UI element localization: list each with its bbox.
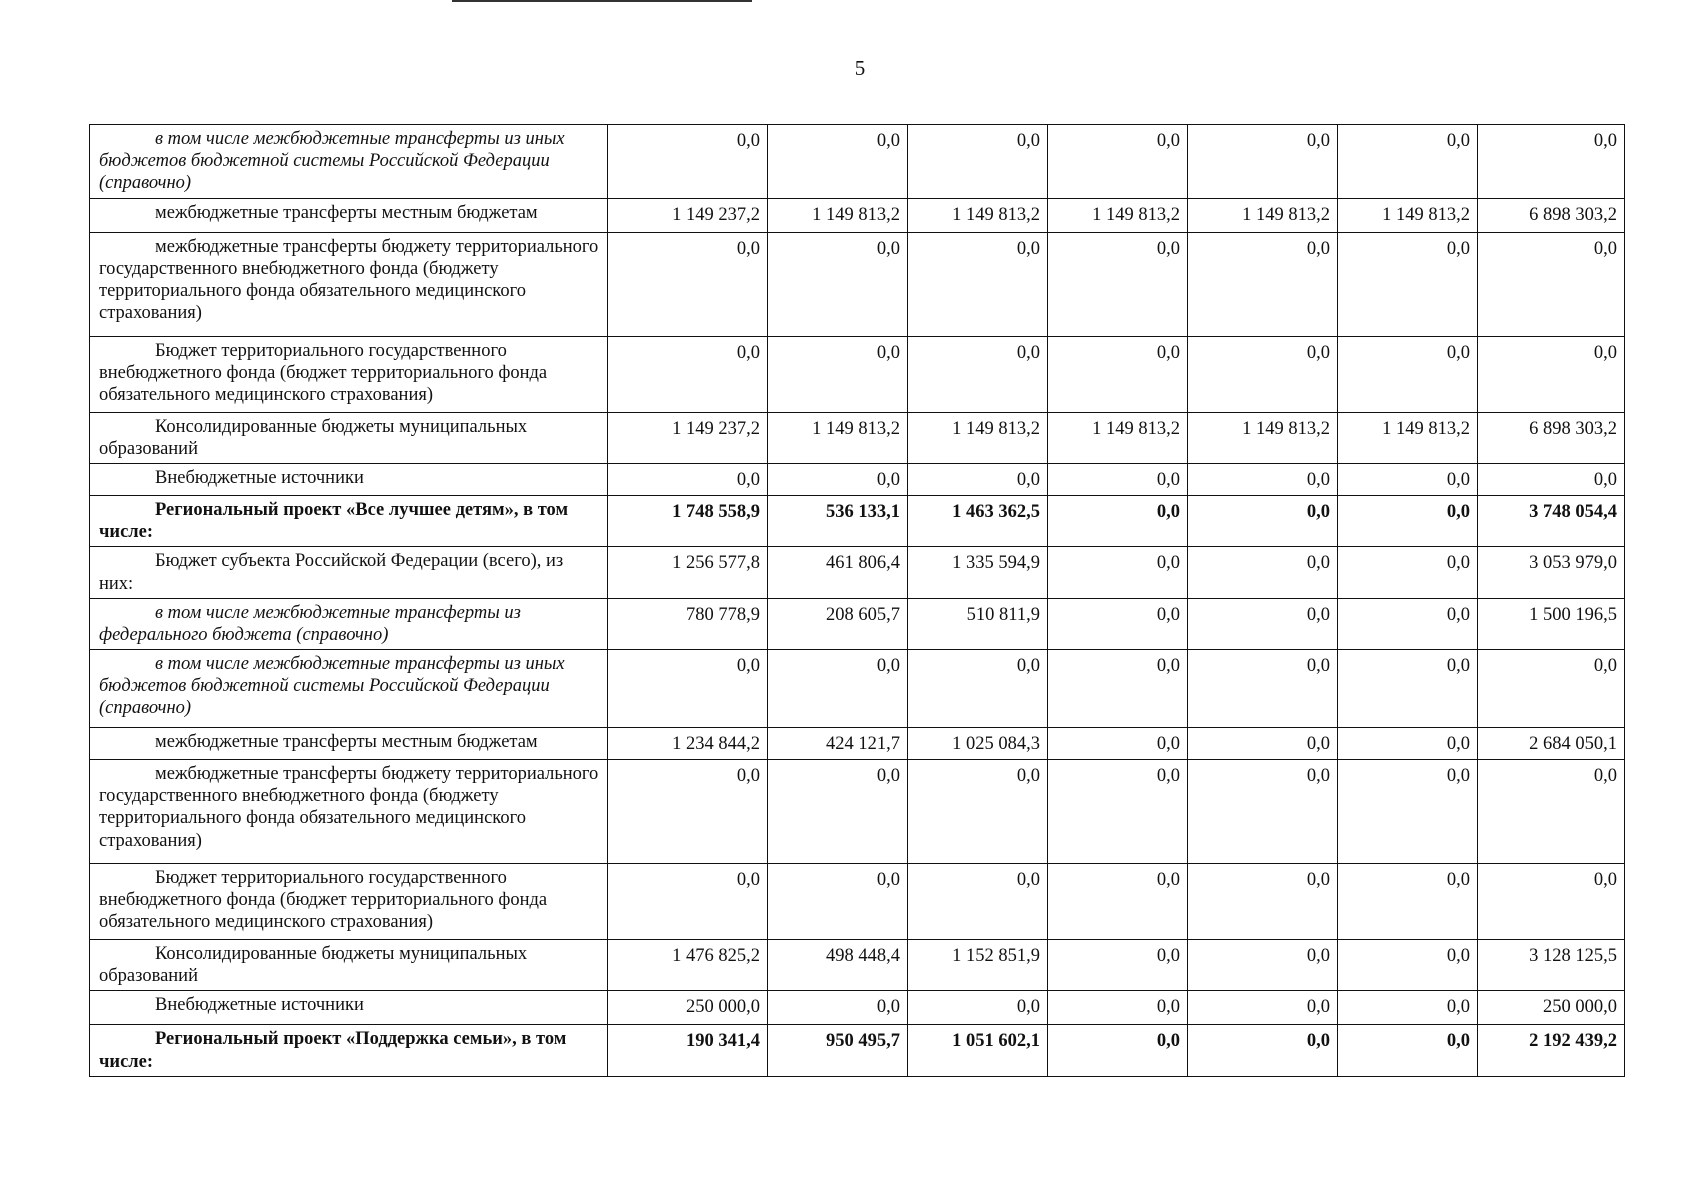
row-label — [90, 412, 608, 463]
value-cell: 0,0 — [1338, 650, 1478, 728]
value-cell: 3 053 979,0 — [1478, 547, 1625, 598]
value-cell: 0,0 — [908, 232, 1048, 336]
value-cell: 0,0 — [1338, 1025, 1478, 1076]
value-cell: 3 128 125,5 — [1478, 940, 1625, 991]
value-cell: 0,0 — [768, 650, 908, 728]
value-cell: 3 748 054,4 — [1478, 495, 1625, 546]
value-cell: 1 149 813,2 — [768, 412, 908, 463]
value-cell: 250 000,0 — [608, 991, 768, 1025]
value-cell: 536 133,1 — [768, 495, 908, 546]
value-cell: 0,0 — [1338, 728, 1478, 760]
table-row — [90, 650, 1625, 728]
value-cell: 1 152 851,9 — [908, 940, 1048, 991]
value-cell: 0,0 — [1048, 760, 1188, 864]
row-label-text: Бюджет территориального государственного внебюджетного фонда (бюджет территориального фонда обязательного медицинского страхования) — [99, 340, 548, 405]
row-label — [90, 940, 608, 991]
value-cell: 461 806,4 — [768, 547, 908, 598]
top-rule — [452, 0, 752, 2]
row-label — [90, 495, 608, 546]
value-cell: 0,0 — [1048, 991, 1188, 1025]
value-cell: 780 778,9 — [608, 598, 768, 649]
value-cell: 0,0 — [908, 650, 1048, 728]
value-cell: 0,0 — [1188, 495, 1338, 546]
value-cell: 0,0 — [768, 864, 908, 940]
value-cell: 0,0 — [1338, 940, 1478, 991]
row-label-text: Региональный проект «Все лучшее детям», в том числе: — [99, 499, 569, 543]
value-cell: 6 898 303,2 — [1478, 198, 1625, 232]
table-row — [90, 940, 1625, 991]
value-cell: 0,0 — [1478, 864, 1625, 940]
value-cell: 0,0 — [908, 991, 1048, 1025]
row-label-text: Региональный проект «Поддержка семьи», в том числе: — [99, 1029, 567, 1072]
budget-table — [89, 124, 1625, 1077]
value-cell: 0,0 — [1338, 598, 1478, 649]
table-row — [90, 864, 1625, 940]
row-label — [90, 760, 608, 864]
row-label-text: в том числе межбюджетные трансферты из иных бюджетов бюджетной системы Российской Федерации (справочно) — [99, 129, 565, 194]
row-label-text: Консолидированные бюджеты муниципальных образований — [99, 416, 528, 459]
table-row — [90, 336, 1625, 412]
value-cell: 0,0 — [1048, 940, 1188, 991]
row-label-text: Внебюджетные источники — [155, 467, 364, 488]
value-cell: 190 341,4 — [608, 1025, 768, 1076]
value-cell: 0,0 — [1048, 864, 1188, 940]
row-label — [90, 125, 608, 199]
row-label — [90, 728, 608, 760]
row-label-text: Бюджет территориального государственного внебюджетного фонда (бюджет территориального фонда обязательного медицинского страхования) — [99, 868, 548, 933]
value-cell: 1 234 844,2 — [608, 728, 768, 760]
row-label — [90, 650, 608, 728]
value-cell: 0,0 — [1048, 728, 1188, 760]
value-cell: 498 448,4 — [768, 940, 908, 991]
value-cell: 0,0 — [1338, 864, 1478, 940]
value-cell: 0,0 — [768, 991, 908, 1025]
value-cell: 0,0 — [1048, 463, 1188, 495]
table-row — [90, 198, 1625, 232]
row-label — [90, 598, 608, 649]
value-cell: 1 463 362,5 — [908, 495, 1048, 546]
value-cell: 1 149 237,2 — [608, 198, 768, 232]
value-cell: 0,0 — [608, 232, 768, 336]
value-cell: 0,0 — [1188, 336, 1338, 412]
value-cell: 0,0 — [1478, 650, 1625, 728]
value-cell: 0,0 — [608, 125, 768, 199]
value-cell: 1 149 813,2 — [1338, 198, 1478, 232]
table-row — [90, 412, 1625, 463]
row-label-text: межбюджетные трансферты местным бюджетам — [155, 202, 538, 223]
value-cell: 0,0 — [1188, 760, 1338, 864]
value-cell: 1 500 196,5 — [1478, 598, 1625, 649]
row-label — [90, 991, 608, 1025]
value-cell: 208 605,7 — [768, 598, 908, 649]
value-cell: 250 000,0 — [1478, 991, 1625, 1025]
value-cell: 0,0 — [1048, 336, 1188, 412]
value-cell: 0,0 — [1188, 547, 1338, 598]
value-cell: 0,0 — [1478, 463, 1625, 495]
table-row — [90, 728, 1625, 760]
value-cell: 1 256 577,8 — [608, 547, 768, 598]
value-cell: 0,0 — [608, 336, 768, 412]
row-label — [90, 232, 608, 336]
value-cell: 1 149 813,2 — [1048, 198, 1188, 232]
row-label-text: межбюджетные трансферты местным бюджетам — [155, 732, 538, 753]
value-cell: 950 495,7 — [768, 1025, 908, 1076]
value-cell: 0,0 — [1048, 547, 1188, 598]
value-cell: 0,0 — [1338, 760, 1478, 864]
value-cell: 0,0 — [1188, 125, 1338, 199]
row-label — [90, 198, 608, 232]
table-row — [90, 1025, 1625, 1076]
value-cell: 0,0 — [768, 760, 908, 864]
value-cell: 0,0 — [1048, 1025, 1188, 1076]
value-cell: 0,0 — [1048, 125, 1188, 199]
value-cell: 1 149 813,2 — [768, 198, 908, 232]
value-cell: 2 192 439,2 — [1478, 1025, 1625, 1076]
value-cell: 1 149 237,2 — [608, 412, 768, 463]
page-number: 5 — [854, 56, 866, 80]
value-cell: 2 684 050,1 — [1478, 728, 1625, 760]
value-cell: 0,0 — [908, 125, 1048, 199]
table-row — [90, 598, 1625, 649]
value-cell: 0,0 — [1188, 940, 1338, 991]
value-cell: 0,0 — [1188, 650, 1338, 728]
row-label — [90, 864, 608, 940]
table-row — [90, 547, 1625, 598]
value-cell: 0,0 — [908, 864, 1048, 940]
value-cell: 0,0 — [1188, 463, 1338, 495]
value-cell: 0,0 — [768, 125, 908, 199]
table-row — [90, 232, 1625, 336]
row-label — [90, 336, 608, 412]
table-row — [90, 125, 1625, 199]
table-row — [90, 760, 1625, 864]
value-cell: 0,0 — [608, 760, 768, 864]
table-row — [90, 991, 1625, 1025]
value-cell: 0,0 — [1338, 232, 1478, 336]
value-cell: 0,0 — [1338, 547, 1478, 598]
value-cell: 0,0 — [1478, 336, 1625, 412]
value-cell: 510 811,9 — [908, 598, 1048, 649]
value-cell: 0,0 — [1188, 1025, 1338, 1076]
value-cell: 0,0 — [768, 336, 908, 412]
row-label-text: в том числе межбюджетные трансферты из иных бюджетов бюджетной системы Российской Федерации (справочно) — [99, 654, 565, 719]
row-label-text: в том числе межбюджетные трансферты из федерального бюджета (справочно) — [99, 602, 521, 645]
row-label-text: межбюджетные трансферты бюджету территориального государственного внебюджетного фонда (бюджету территориального фонда обязательного медицинского страхования) — [99, 764, 599, 851]
value-cell: 0,0 — [1478, 125, 1625, 199]
row-label — [90, 547, 608, 598]
value-cell: 1 476 825,2 — [608, 940, 768, 991]
value-cell: 1 025 084,3 — [908, 728, 1048, 760]
row-label-text: Бюджет субъекта Российской Федерации (всего), из них: — [99, 551, 564, 594]
value-cell: 0,0 — [608, 650, 768, 728]
value-cell: 1 149 813,2 — [908, 198, 1048, 232]
value-cell: 0,0 — [1048, 598, 1188, 649]
value-cell: 1 149 813,2 — [1338, 412, 1478, 463]
row-label — [90, 1025, 608, 1076]
value-cell: 0,0 — [1188, 864, 1338, 940]
value-cell: 0,0 — [768, 463, 908, 495]
row-label-text: Консолидированные бюджеты муниципальных образований — [99, 944, 528, 987]
value-cell: 0,0 — [1188, 598, 1338, 649]
value-cell: 0,0 — [1338, 125, 1478, 199]
value-cell: 1 149 813,2 — [1188, 412, 1338, 463]
value-cell: 6 898 303,2 — [1478, 412, 1625, 463]
value-cell: 0,0 — [1188, 232, 1338, 336]
value-cell: 0,0 — [1478, 760, 1625, 864]
row-label-text: Внебюджетные источники — [155, 995, 364, 1016]
value-cell: 0,0 — [1338, 991, 1478, 1025]
value-cell: 0,0 — [908, 463, 1048, 495]
table-row — [90, 495, 1625, 546]
value-cell: 0,0 — [1478, 232, 1625, 336]
value-cell: 0,0 — [768, 232, 908, 336]
value-cell: 1 149 813,2 — [1188, 198, 1338, 232]
value-cell: 1 149 813,2 — [908, 412, 1048, 463]
value-cell: 0,0 — [608, 864, 768, 940]
value-cell: 1 149 813,2 — [1048, 412, 1188, 463]
row-label — [90, 463, 608, 495]
value-cell: 0,0 — [1048, 495, 1188, 546]
value-cell: 1 335 594,9 — [908, 547, 1048, 598]
value-cell: 0,0 — [1338, 463, 1478, 495]
value-cell: 0,0 — [908, 336, 1048, 412]
value-cell: 1 748 558,9 — [608, 495, 768, 546]
value-cell: 0,0 — [608, 463, 768, 495]
value-cell: 0,0 — [1338, 495, 1478, 546]
value-cell: 0,0 — [1338, 336, 1478, 412]
value-cell: 0,0 — [1048, 650, 1188, 728]
row-label-text: межбюджетные трансферты бюджету территориального государственного внебюджетного фонда (бюджету территориального фонда обязательного медицинского страхования) — [99, 236, 599, 324]
value-cell: 424 121,7 — [768, 728, 908, 760]
value-cell: 0,0 — [1188, 991, 1338, 1025]
value-cell: 0,0 — [908, 760, 1048, 864]
value-cell: 1 051 602,1 — [908, 1025, 1048, 1076]
value-cell: 0,0 — [1188, 728, 1338, 760]
value-cell: 0,0 — [1048, 232, 1188, 336]
table-row — [90, 463, 1625, 495]
